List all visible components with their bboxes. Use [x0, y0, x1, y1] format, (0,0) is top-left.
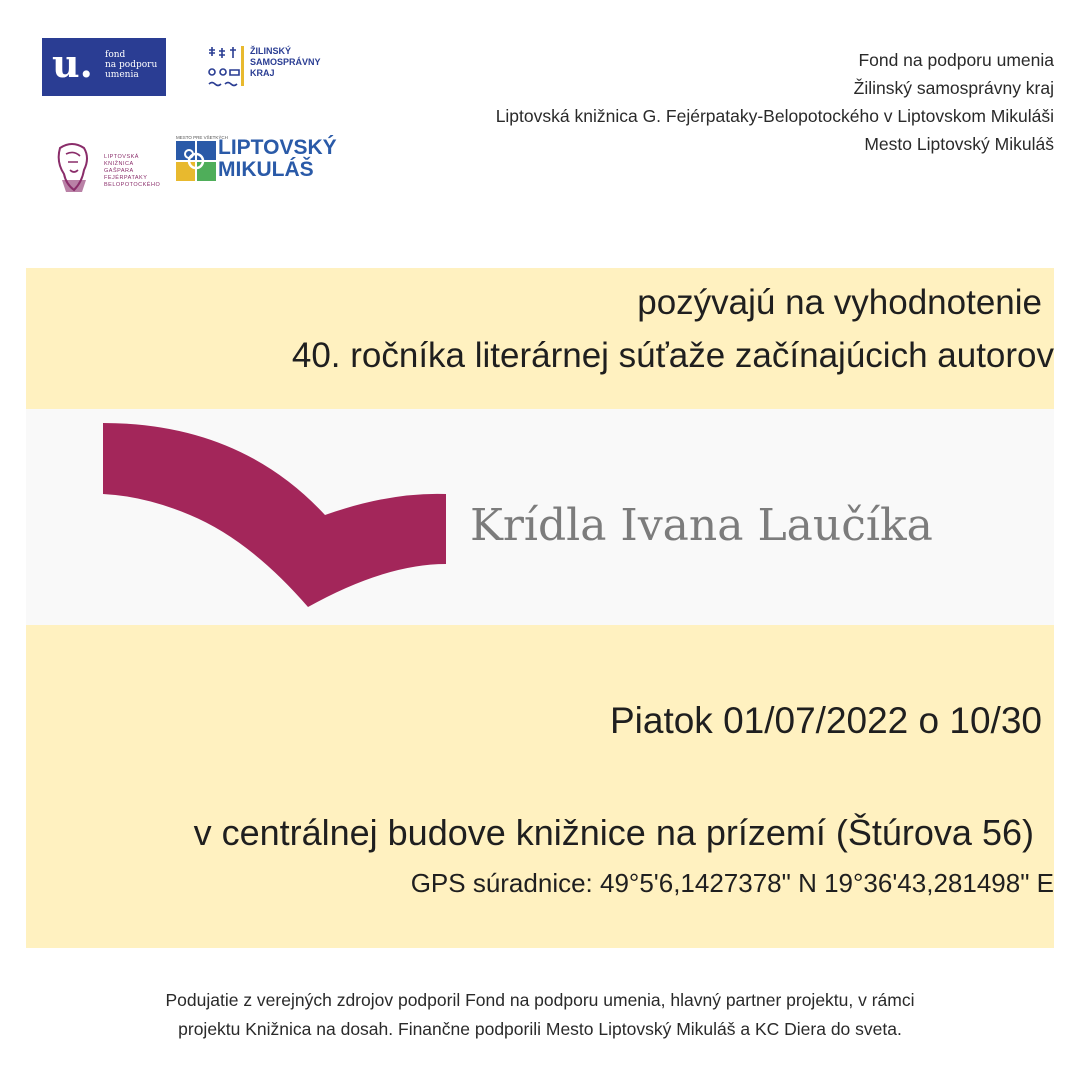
- fond-na-podporu-umenia-logo: [42, 38, 166, 96]
- event-date: Piatok 01/07/2022 o 10/30: [609, 700, 1042, 741]
- footer-line-2: projektu Knižnica na dosah. Finančne podporili Mesto Liptovský Mikuláš a KC Diera do sveta.: [178, 1019, 902, 1039]
- lm-emblem-icon: [176, 141, 216, 181]
- library-logo: [52, 140, 161, 196]
- organizer-item: Liptovská knižnica G. Fejérpataky-Belopotockého v Liptovskom Mikuláši: [495, 106, 1054, 126]
- library-logo-text: LIPTOVSKÁ KNIŽNICA GAŠPARA FEJÉRPATAKY BELOPOTOCKÉHO: [104, 154, 161, 188]
- invite-line-2: 40. ročníka literárnej súťaže začínajúcich autorov: [291, 336, 1054, 375]
- event-details-panel: [26, 625, 1054, 948]
- event-place: v centrálnej budove knižnice na prízemí (Štúrova 56): [193, 812, 1034, 853]
- lm-logo-text: LIPTOVSKÝ MIKULÁŠ: [218, 136, 337, 181]
- wing-icon: [100, 420, 450, 610]
- library-portrait-icon: [52, 140, 96, 196]
- liptovsky-mikulas-logo: [176, 135, 336, 185]
- organizer-item: Žilinský samosprávny kraj: [853, 78, 1054, 98]
- footer-line-1: Podujatie z verejných zdrojov podporil Fond na podporu umenia, hlavný partner projektu, v rámci: [165, 990, 915, 1010]
- contest-title: Krídla Ivana Laučíka: [470, 500, 933, 551]
- fpu-mark: u.: [52, 41, 93, 86]
- invite-text: [292, 276, 1054, 382]
- organizer-item: Fond na podporu umenia: [858, 50, 1054, 70]
- zilinsky-kraj-logo: [205, 44, 325, 94]
- event-gps: GPS súradnice: 49°5'6,1427378" N 19°36'43,281498" E: [410, 868, 1054, 898]
- organizer-item: Mesto Liptovský Mikuláš: [864, 134, 1054, 154]
- zsk-emblem-icon: [205, 44, 249, 94]
- lm-tagline: MESTO PRE VŠETKÝCH: [176, 135, 228, 140]
- invite-line-1: pozývajú na vyhodnotenie: [637, 283, 1042, 322]
- fpu-logo-text: fond na podporu umenia: [105, 50, 158, 80]
- organizers-list: [496, 46, 1054, 158]
- footer-note: [0, 986, 1080, 1044]
- zsk-logo-text: ŽILINSKÝ SAMOSPRÁVNY KRAJ: [250, 46, 321, 78]
